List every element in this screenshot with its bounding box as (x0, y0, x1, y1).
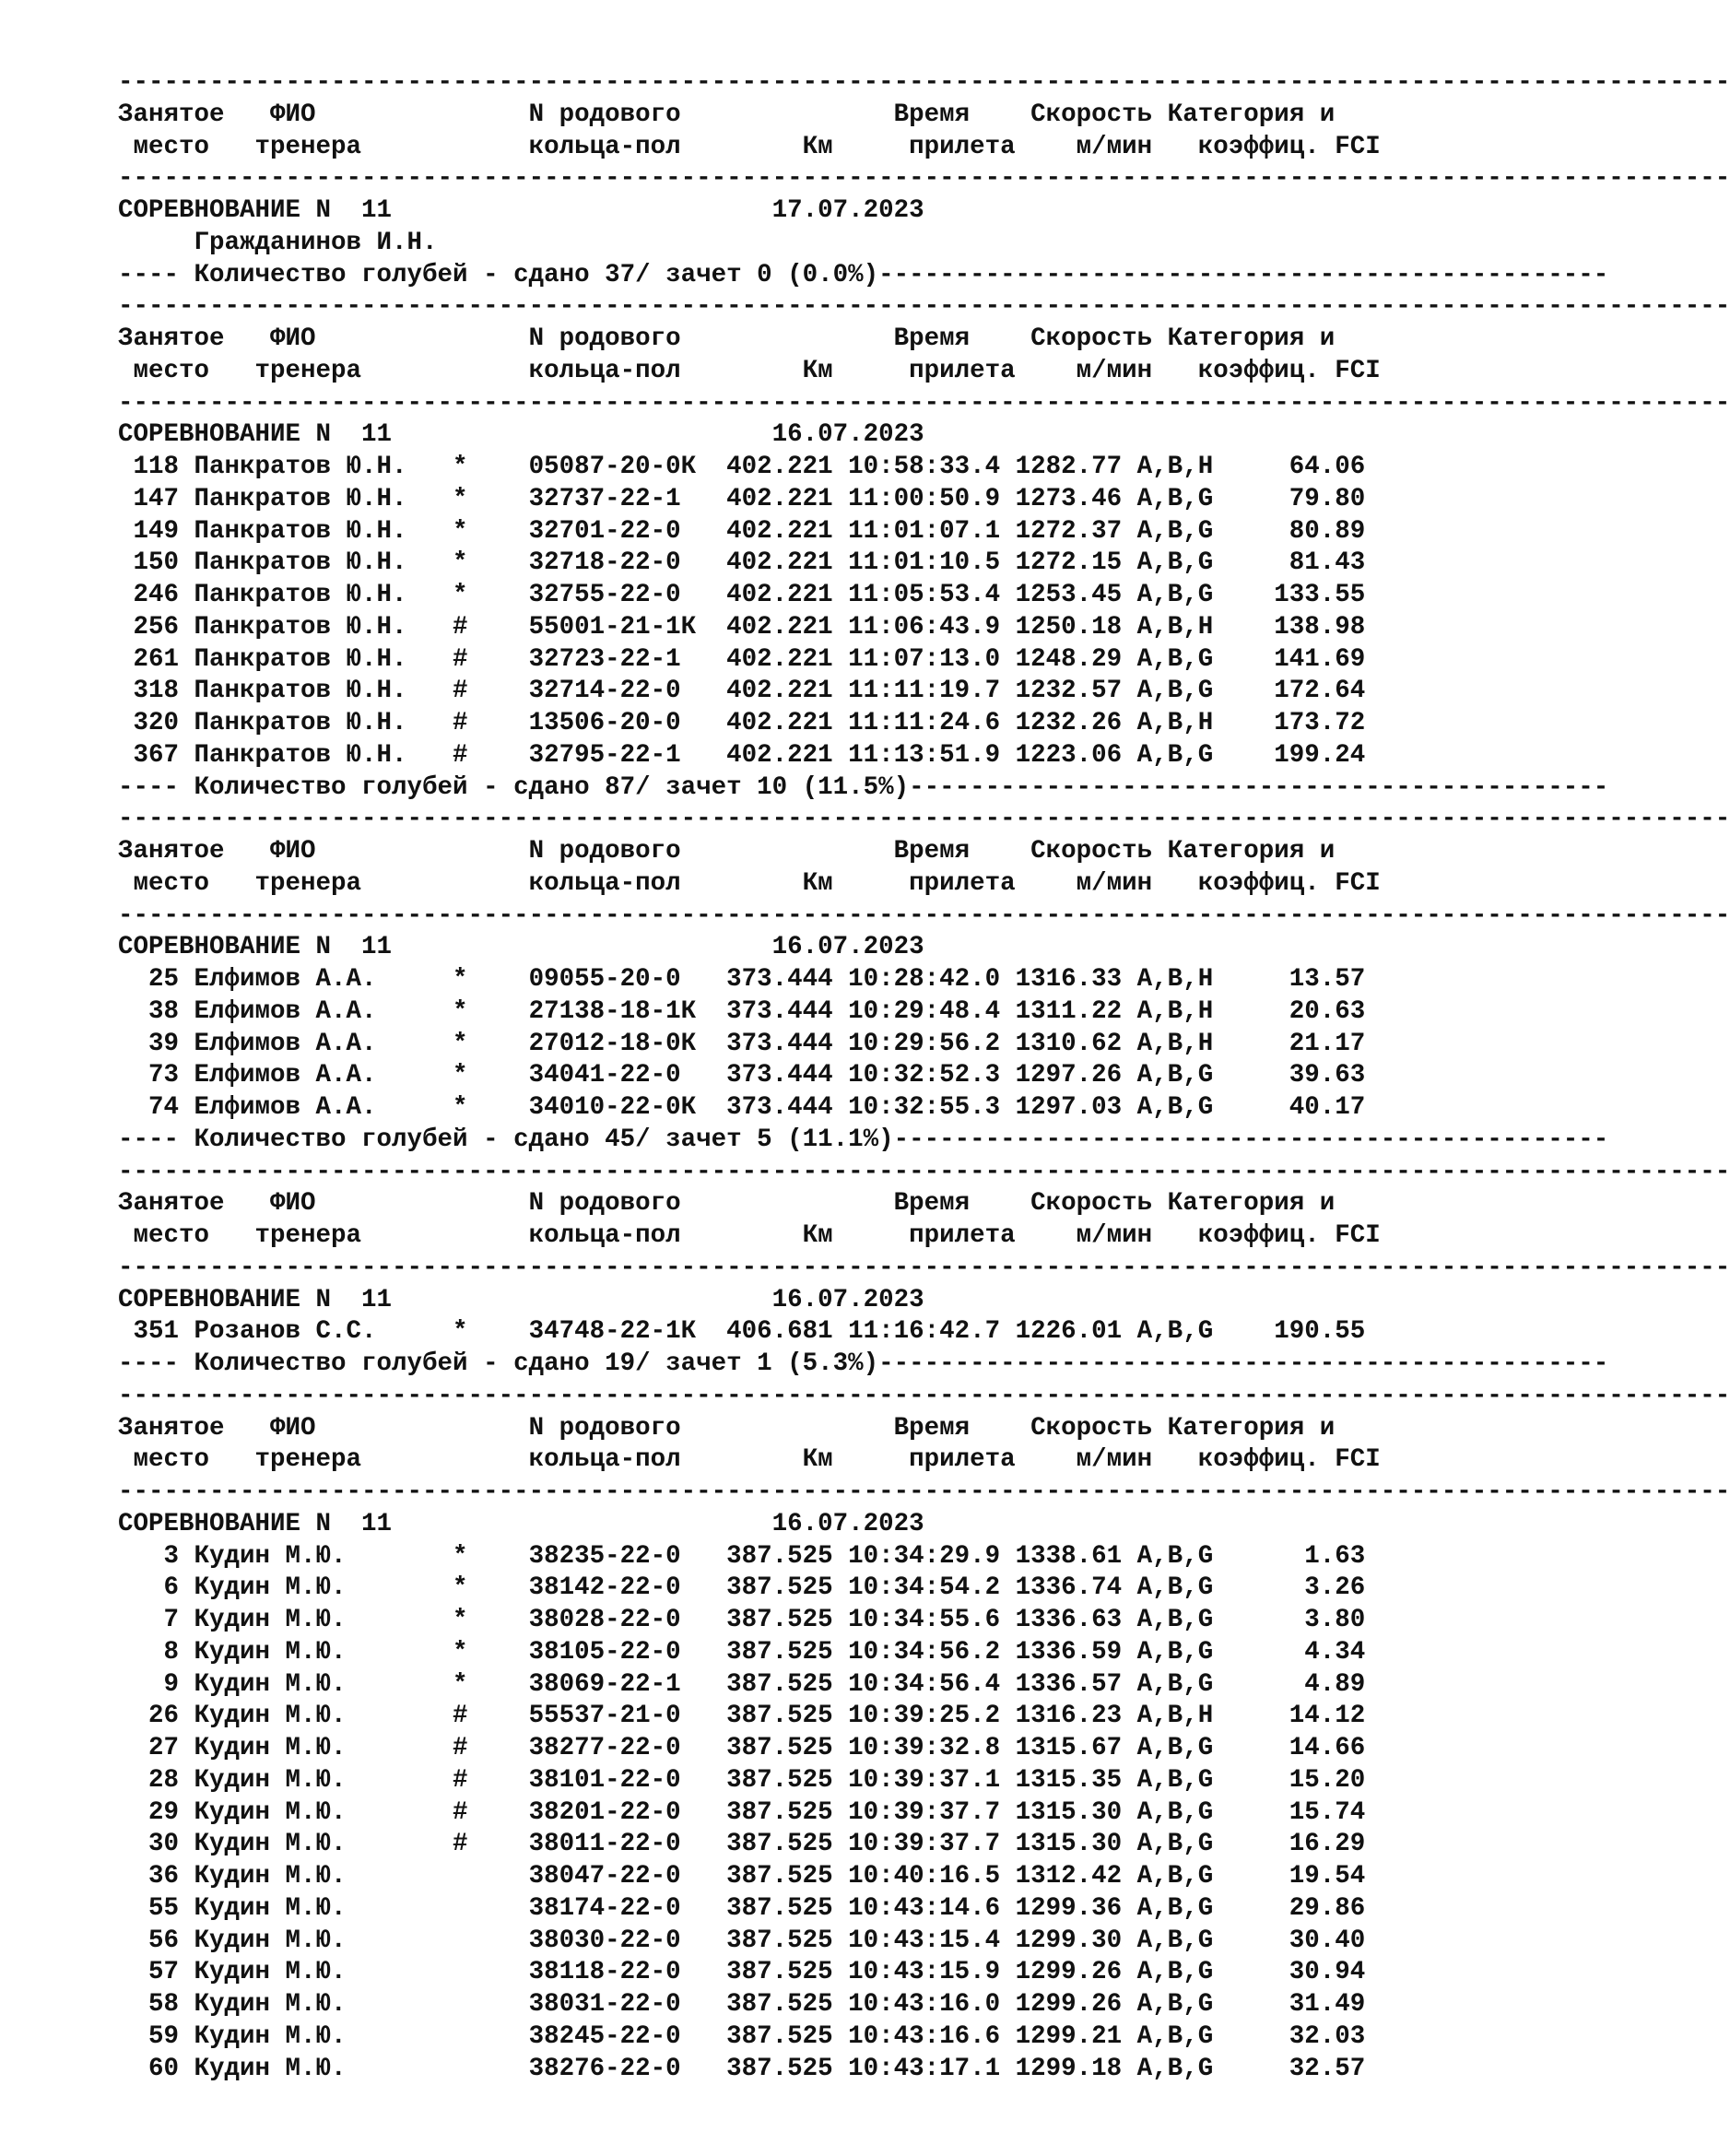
section-summary: ---- Количество голубей - сдано 19/ зачет 1 (5.3%)------------------------------------------------ (118, 1349, 1609, 1378)
result-row: 150 Панкратов Ю.Н. * 32718-22-0 402.221 11:01:10.5 1272.15 A,B,G 81.43 (118, 548, 1366, 578)
separator-line: ---------------------------------------------------------------------------------------------------------- (118, 1157, 1730, 1186)
column-header-line1: Занятое ФИО N родового Время Скорость Категория и (118, 100, 1336, 129)
result-row: 147 Панкратов Ю.Н. * 32737-22-1 402.221 11:00:50.9 1273.46 A,B,G 79.80 (118, 484, 1366, 513)
separator-line: ---------------------------------------------------------------------------------------------------------- (118, 1478, 1730, 1506)
result-row: 29 Кудин М.Ю. # 38201-22-0 387.525 10:39:37.7 1315.30 A,B,G 15.74 (118, 1797, 1366, 1827)
result-row: 320 Панкратов Ю.Н. # 13506-20-0 402.221 11:11:24.6 1232.26 A,B,H 173.72 (118, 709, 1366, 737)
result-row: 38 Елфимов А.А. * 27138-18-1К 373.444 10:29:48.4 1311.22 A,B,H 20.63 (118, 996, 1366, 1026)
column-header-line1: Занятое ФИО N родового Время Скорость Категория и (118, 324, 1336, 353)
separator-line: ---------------------------------------------------------------------------------------------------------- (118, 68, 1730, 97)
separator-line: ---------------------------------------------------------------------------------------------------------- (118, 164, 1730, 194)
separator-line: ---------------------------------------------------------------------------------------------------------- (118, 292, 1730, 322)
result-row: 246 Панкратов Ю.Н. * 32755-22-0 402.221 11:05:53.4 1253.45 A,B,G 133.55 (118, 581, 1366, 609)
result-row: 351 Розанов С.С. * 34748-22-1К 406.681 11:16:42.7 1226.01 A,B,G 190.55 (118, 1317, 1366, 1347)
section-summary: ---- Количество голубей - сдано 87/ зачет 10 (11.5%)---------------------------------------------- (118, 772, 1609, 802)
column-header-line2: место тренера кольца-пол Км прилета м/мин коэффиц. FCI (118, 356, 1381, 385)
separator-line: ---------------------------------------------------------------------------------------------------------- (118, 1253, 1730, 1282)
result-row: 26 Кудин М.Ю. # 55537-21-0 387.525 10:39:25.2 1316.23 A,B,H 14.12 (118, 1702, 1366, 1731)
result-row: 57 Кудин М.Ю. 38118-22-0 387.525 10:43:15.9 1299.26 A,B,G 30.94 (118, 1958, 1366, 1987)
separator-line: ---------------------------------------------------------------------------------------------------------- (118, 388, 1730, 418)
result-row: 25 Елфимов А.А. * 09055-20-0 373.444 10:28:42.0 1316.33 A,B,H 13.57 (118, 965, 1366, 994)
result-row: 7 Кудин М.Ю. * 38028-22-0 387.525 10:34:55.6 1336.63 A,B,G 3.80 (118, 1606, 1366, 1634)
result-row: 39 Елфимов А.А. * 27012-18-0К 373.444 10:29:56.2 1310.62 A,B,H 21.17 (118, 1029, 1366, 1058)
competition-title: СОРЕВНОВАНИЕ N 11 16.07.2023 (118, 1285, 924, 1314)
competition-title: СОРЕВНОВАНИЕ N 11 16.07.2023 (118, 933, 924, 962)
result-row: 3 Кудин М.Ю. * 38235-22-0 387.525 10:34:29.9 1338.61 A,B,G 1.63 (118, 1541, 1366, 1571)
result-row: 28 Кудин М.Ю. # 38101-22-0 387.525 10:39:37.1 1315.35 A,B,G 15.20 (118, 1765, 1366, 1795)
result-row: 118 Панкратов Ю.Н. * 05087-20-0К 402.221 10:58:33.4 1282.77 A,B,H 64.06 (118, 453, 1366, 481)
column-header-line2: место тренера кольца-пол Км прилета м/мин коэффиц. FCI (118, 1445, 1381, 1475)
result-row: 36 Кудин М.Ю. 38047-22-0 387.525 10:40:16.5 1312.42 A,B,G 19.54 (118, 1862, 1366, 1891)
report-document (118, 67, 1730, 2085)
result-row: 30 Кудин М.Ю. # 38011-22-0 387.525 10:39:37.7 1315.30 A,B,G 16.29 (118, 1830, 1366, 1859)
separator-line: ---------------------------------------------------------------------------------------------------------- (118, 901, 1730, 930)
column-header-line2: место тренера кольца-пол Км прилета м/мин коэффиц. FCI (118, 132, 1381, 161)
result-row: 8 Кудин М.Ю. * 38105-22-0 387.525 10:34:56.2 1336.59 A,B,G 4.34 (118, 1637, 1366, 1667)
result-row: 73 Елфимов А.А. * 34041-22-0 373.444 10:32:52.3 1297.26 A,B,G 39.63 (118, 1061, 1366, 1090)
separator-line: ---------------------------------------------------------------------------------------------------------- (118, 805, 1730, 834)
result-row: 27 Кудин М.Ю. # 38277-22-0 387.525 10:39:32.8 1315.67 A,B,G 14.66 (118, 1734, 1366, 1762)
result-row: 367 Панкратов Ю.Н. # 32795-22-1 402.221 11:13:51.9 1223.06 A,B,G 199.24 (118, 740, 1366, 770)
column-header-line1: Занятое ФИО N родового Время Скорость Категория и (118, 1189, 1336, 1219)
result-row: 9 Кудин М.Ю. * 38069-22-1 387.525 10:34:56.4 1336.57 A,B,G 4.89 (118, 1669, 1366, 1699)
result-row: Гражданинов И.Н. (118, 228, 438, 257)
competition-title: СОРЕВНОВАНИЕ N 11 17.07.2023 (118, 196, 924, 225)
competition-title: СОРЕВНОВАНИЕ N 11 16.07.2023 (118, 1509, 924, 1538)
section-summary: ---- Количество голубей - сдано 37/ зачет 0 (0.0%)------------------------------------------------ (118, 260, 1609, 289)
section-summary: ---- Количество голубей - сдано 45/ зачет 5 (11.1%)----------------------------------------------- (118, 1125, 1609, 1154)
result-row: 55 Кудин М.Ю. 38174-22-0 387.525 10:43:14.6 1299.36 A,B,G 29.86 (118, 1893, 1366, 1923)
column-header-line2: место тренера кольца-пол Км прилета м/мин коэффиц. FCI (118, 1221, 1381, 1250)
competition-title: СОРЕВНОВАНИЕ N 11 16.07.2023 (118, 420, 924, 450)
result-row: 59 Кудин М.Ю. 38245-22-0 387.525 10:43:16.6 1299.21 A,B,G 32.03 (118, 2021, 1366, 2051)
result-row: 60 Кудин М.Ю. 38276-22-0 387.525 10:43:17.1 1299.18 A,B,G 32.57 (118, 2054, 1366, 2083)
result-row: 256 Панкратов Ю.Н. # 55001-21-1К 402.221 11:06:43.9 1250.18 A,B,H 138.98 (118, 612, 1366, 642)
result-row: 6 Кудин М.Ю. * 38142-22-0 387.525 10:34:54.2 1336.74 A,B,G 3.26 (118, 1573, 1366, 1603)
column-header-line2: место тренера кольца-пол Км прилета м/мин коэффиц. FCI (118, 868, 1381, 898)
result-row: 318 Панкратов Ю.Н. # 32714-22-0 402.221 11:11:19.7 1232.57 A,B,G 172.64 (118, 677, 1366, 706)
separator-line: ---------------------------------------------------------------------------------------------------------- (118, 1381, 1730, 1410)
result-row: 261 Панкратов Ю.Н. # 32723-22-1 402.221 11:07:13.0 1248.29 A,B,G 141.69 (118, 644, 1366, 674)
result-row: 56 Кудин М.Ю. 38030-22-0 387.525 10:43:15.4 1299.30 A,B,G 30.40 (118, 1926, 1366, 1955)
result-row: 149 Панкратов Ю.Н. * 32701-22-0 402.221 11:01:07.1 1272.37 A,B,G 80.89 (118, 516, 1366, 546)
result-row: 74 Елфимов А.А. * 34010-22-0К 373.444 10:32:55.3 1297.03 A,B,G 40.17 (118, 1093, 1366, 1122)
result-row: 58 Кудин М.Ю. 38031-22-0 387.525 10:43:16.0 1299.26 A,B,G 31.49 (118, 1990, 1366, 2019)
column-header-line1: Занятое ФИО N родового Время Скорость Категория и (118, 837, 1336, 866)
column-header-line1: Занятое ФИО N родового Время Скорость Категория и (118, 1413, 1336, 1443)
